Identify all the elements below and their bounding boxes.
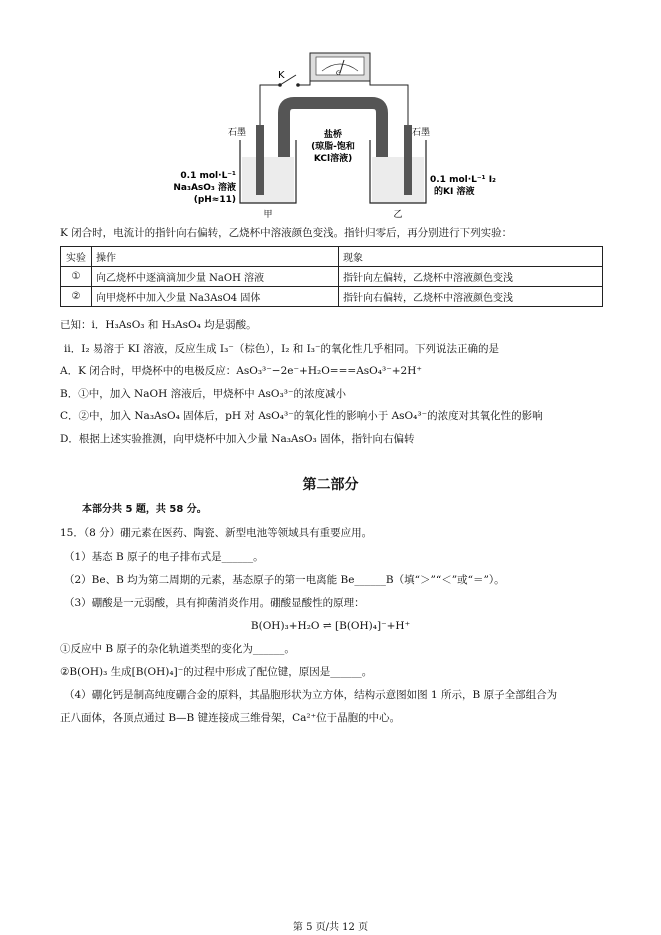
table-cell: 指针向右偏转，乙烧杯中溶液颜色变浅: [339, 287, 603, 307]
table-header: 操作: [92, 247, 339, 267]
table-cell: 向乙烧杯中逐滴滴加少量 NaOH 溶液: [92, 267, 339, 287]
salt-bridge-label-3: KCl溶液): [313, 154, 353, 164]
question-15-4a: （4）硼化钙是制高纯度硼合金的原料，其晶胞形状为立方体，结构示意图如图 1 所示，B 原子全部组合为: [64, 689, 558, 701]
equation: B(OH)₃+H₂O ⇌ [B(OH)₄]⁻+H⁺: [250, 620, 411, 632]
left-solution-label-3: (pH≈11): [193, 195, 236, 205]
option-d: D．根据上述实验推测，向甲烧杯中加入少量 Na₃AsO₃ 固体，指针向右偏转: [60, 433, 415, 445]
left-beaker-label: 甲: [263, 210, 273, 220]
table-header: 现象: [339, 247, 603, 267]
table-row: [61, 287, 603, 307]
galvanometer-label: G: [336, 70, 341, 77]
experiment-table: [60, 246, 603, 307]
left-solution-label-1: 0.1 mol·L⁻¹: [180, 171, 236, 181]
switch-label: K: [278, 70, 285, 81]
table-cell: ①: [61, 267, 92, 287]
question-15-3: （3）硼酸是一元弱酸，具有抑菌消炎作用。硼酸显酸性的原理：: [64, 597, 365, 609]
table-cell: ②: [61, 287, 92, 307]
table-row: [61, 267, 603, 287]
option-a: A．K 闭合时，甲烧杯中的电极反应：AsO₃³⁻−2e⁻+H₂O===AsO₄³⁻+2H⁺: [60, 365, 422, 377]
left-solution-label-2: Na₃AsO₃ 溶液: [173, 183, 236, 193]
right-graphite-electrode: [404, 125, 412, 195]
known-info-2: ⅱ．I₂ 易溶于 KI 溶液，反应生成 I₃⁻（棕色），I₂ 和 I₃⁻的氧化性几乎相同。下列说法正确的是: [64, 343, 499, 355]
right-solution-label-2: 的KI 溶液: [434, 187, 475, 197]
right-beaker-label: 乙: [393, 210, 403, 220]
option-c: C．②中，加入 Na₃AsO₄ 固体后，pH 对 AsO₄³⁻的氧化性的影响小于 AsO₄³⁻的浓度对其氧化性的影响: [60, 410, 543, 422]
question-15-4b: 正八面体，各顶点通过 B—B 键连接成三维骨架，Ca²⁺位于晶胞的中心。: [60, 712, 401, 724]
salt-bridge-label-2: (琼脂-饱和: [311, 142, 355, 152]
table-header: 实验: [61, 247, 92, 267]
question-15-1: （1）基态 B 原子的电子排布式是______。: [64, 551, 264, 563]
table-cell: 指针向左偏转，乙烧杯中溶液颜色变浅: [339, 267, 603, 287]
option-b: B．①中，加入 NaOH 溶液后，甲烧杯中 AsO₃³⁻的浓度减小: [60, 388, 346, 400]
question-15: 15．（8 分）硼元素在医药、陶瓷、新型电池等领域具有重要应用。: [60, 527, 373, 539]
section-title: 第二部分: [302, 477, 359, 493]
table-header-row: [61, 247, 603, 267]
intro-text: K 闭合时，电流计的指针向右偏转，乙烧杯中溶液颜色变浅。指针归零后，再分别进行下列实验：: [60, 227, 513, 239]
right-electrode-label: 石墨: [412, 128, 431, 138]
page-number: 第 5 页/共 12 页: [292, 922, 369, 933]
section-note: 本部分共 5 题，共 58 分。: [82, 504, 207, 515]
table-cell: 向甲烧杯中加入少量 Na3AsO4 固体: [92, 287, 339, 307]
right-solution-label-1: 0.1 mol·L⁻¹ I₂: [430, 175, 496, 185]
question-15-2: （2）Be、B 均为第二周期的元素，基态原子的第一电离能 Be______B（填“＞”“＜”或“＝”）。: [64, 574, 505, 586]
question-15-3b: ②B(OH)₃ 生成[B(OH)₄]⁻的过程中形成了配位键，原因是______。: [60, 666, 373, 678]
salt-bridge-label-1: 盐桥: [323, 130, 343, 140]
question-15-3a: ①反应中 B 原子的杂化轨道类型的变化为______。: [60, 643, 295, 655]
left-graphite-electrode: [256, 125, 264, 195]
electrochemical-cell-diagram: [150, 45, 510, 225]
left-electrode-label: 石墨: [228, 128, 247, 138]
known-info-1: 已知：ⅰ．H₃AsO₃ 和 H₃AsO₄ 均是弱酸。: [60, 319, 257, 331]
